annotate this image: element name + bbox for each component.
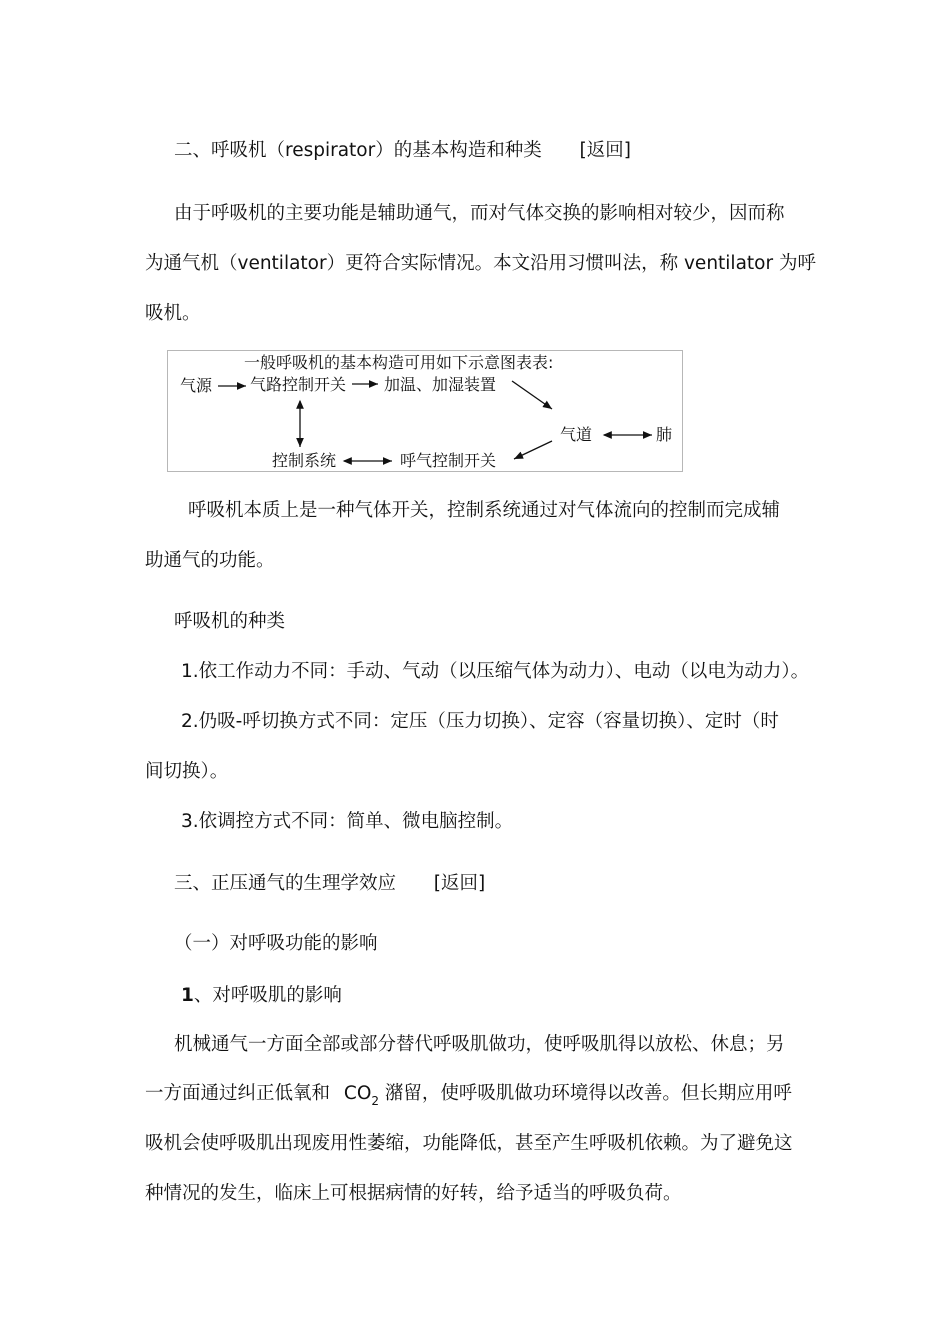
paragraph-line: 为通气机（ventilator）更符合实际情况。本文沿用习惯叫法，称 ventilator 为呼 (145, 253, 816, 274)
node-path-switch: 气路控制开关 (250, 375, 347, 394)
node-lung: 肺 (656, 425, 673, 444)
section-heading-text: 二、呼吸机（respirator）的基本构造和种类 (174, 140, 542, 161)
subheading-text: 、对呼吸肌的影响 (193, 985, 342, 1006)
paragraph-line (145, 1082, 792, 1107)
return-link[interactable]: [返回] (579, 140, 631, 161)
paragraph-line: 种情况的发生，临床上可根据病情的好转，给予适当的呼吸负荷。 (145, 1183, 682, 1204)
return-link[interactable]: [返回] (433, 873, 486, 894)
paragraph-line: 由于呼吸机的主要功能是辅助通气，而对气体交换的影响相对较少，因而称 (174, 203, 785, 224)
list-item: 1.依工作动力不同：手动、气动（以压缩气体为动力）、电动（以电为动力）。 (181, 661, 810, 682)
paragraph-line: 机械通气一方面全部或部分替代呼吸肌做功，使呼吸肌得以放松、休息；另 (174, 1034, 785, 1055)
subheading: 呼吸机的种类 (174, 611, 286, 632)
list-item: 3.依调控方式不同：简单、微电脑控制。 (181, 811, 514, 832)
paragraph-line: 助通气的功能。 (145, 550, 275, 571)
paragraph-text: 一方面通过纠正低氧和 (145, 1083, 331, 1104)
node-airway: 气道 (560, 425, 593, 444)
node-air-source: 气源 (180, 376, 213, 395)
paragraph-line: 呼吸机本质上是一种气体开关，控制系统通过对气体流向的控制而完成辅 (188, 500, 781, 521)
paragraph-line: 吸机会使呼吸肌出现废用性萎缩，功能降低，甚至产生呼吸机依赖。为了避免这 (145, 1133, 793, 1154)
node-control-system: 控制系统 (272, 451, 337, 470)
node-humidifier: 加温、加湿装置 (384, 375, 497, 394)
node-exhale-switch: 呼气控制开关 (400, 451, 497, 470)
section-heading (174, 139, 631, 163)
paragraph-line: 吸机。 (145, 303, 201, 324)
section-heading (174, 872, 485, 896)
structure-diagram (167, 350, 683, 472)
arrow-airway-to-exhale (514, 441, 552, 459)
subheading (181, 984, 342, 1008)
subheading-number: 1 (181, 985, 194, 1006)
chemical-subscript: 2 (371, 1094, 380, 1108)
list-item-continuation: 间切换）。 (145, 761, 229, 782)
list-item: 2.仍吸-呼切换方式不同：定压（压力切换）、定容（容量切换）、定时（时 (181, 711, 779, 732)
chemical-formula: CO (343, 1083, 372, 1104)
arrow-humidifier-to-airway (512, 381, 552, 409)
subheading: （一）对呼吸功能的影响 (174, 933, 378, 954)
diagram-title: 一般呼吸机的基本构造可用如下示意图表表: (244, 353, 554, 372)
paragraph-text: 潴留，使呼吸肌做功环境得以改善。但长期应用呼 (384, 1083, 792, 1104)
section-heading-text: 三、正压通气的生理学效应 (174, 873, 397, 894)
